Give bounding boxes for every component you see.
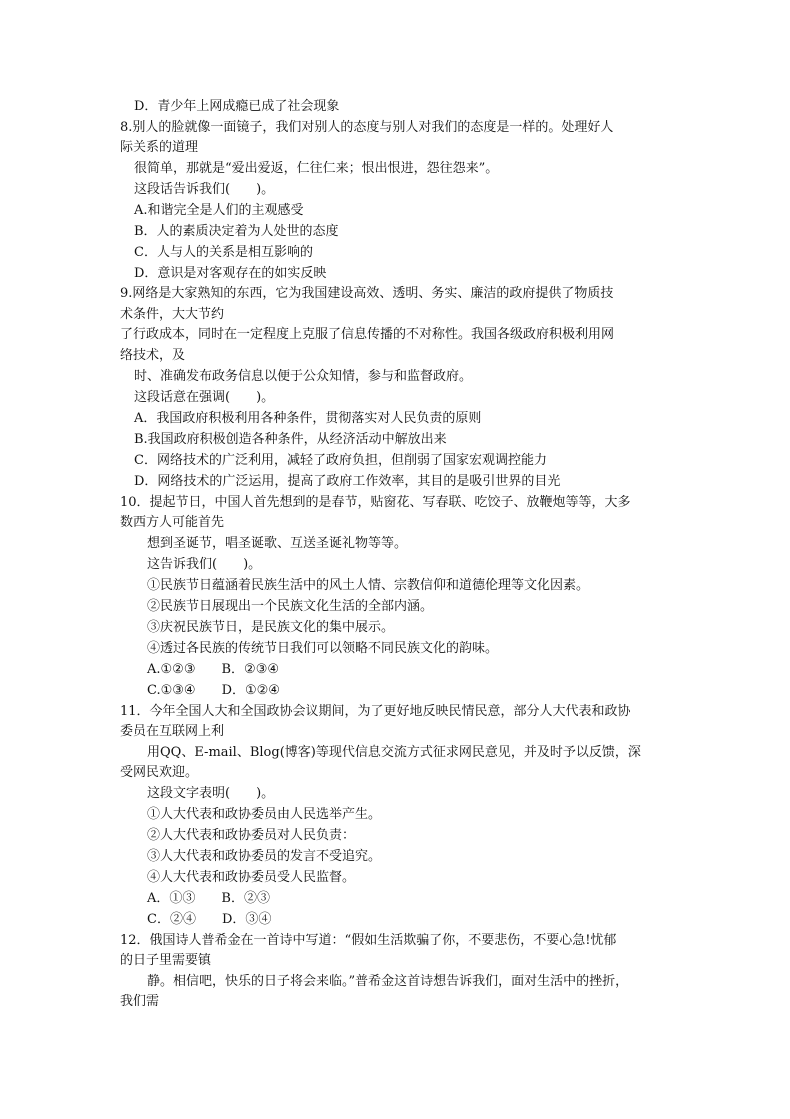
q11-stem-line-1: 11．今年全国人大和全国政协会议期间，为了更好地反映民情民意，部分人大代表和政协	[120, 704, 631, 719]
q10-options-ab: A.①②③ B．②③④	[147, 662, 279, 677]
q9-stem-line-3: 了行政成本，同时在一定程度上克服了信息传播的不对称性。我国各级政府积极利用网	[120, 327, 615, 342]
q7-option-d: D．青少年上网成瘾已成了社会现象	[134, 99, 340, 114]
q8-option-b: B．人的素质决定着为人处世的态度	[134, 224, 339, 239]
q11-stem-line-2: 委员在互联网上利	[120, 724, 225, 739]
q10-stem-line-3: 想到圣诞节，唱圣诞歌、互送圣诞礼物等等。	[147, 536, 408, 551]
q9-option-a: A．我国政府积极利用各种条件，贯彻落实对人民负责的原则	[134, 411, 482, 426]
q10-statement-1: ①民族节日蕴涵着民族生活中的风土人情、宗教信仰和道德伦理等文化因素。	[147, 578, 590, 593]
q8-option-d: D．意识是对客观存在的如实反映	[134, 266, 327, 281]
q8-stem-line-2: 际关系的道理	[120, 140, 199, 155]
q12-stem-line-3: 静。相信吧，快乐的日子将会来临。”普希金这首诗想告诉我们，面对生活中的挫折，	[147, 974, 629, 989]
q11-stem-line-3: 用QQ、E-mail、Blog(博客)等现代信息交流方式征求网民意见，并及时予以反馈，深	[147, 745, 641, 760]
q10-stem-line-1: 10．提起节日，中国人首先想到的是春节，贴窗花、写春联、吃饺子、放鞭炮等等，大多	[120, 495, 631, 510]
q8-prompt: 这段话告诉我们( )。	[134, 182, 275, 197]
q9-option-c: C．网络技术的广泛利用，减轻了政府负担，但削弱了国家宏观调控能力	[134, 453, 547, 468]
q11-statement-1: ①人大代表和政协委员由人民选举产生。	[147, 807, 382, 822]
q9-stem-line-2: 术条件，大大节约	[120, 307, 225, 322]
q9-stem-line-4: 络技术，及	[120, 348, 186, 363]
q10-prompt: 这告诉我们( )。	[147, 557, 262, 572]
q12-stem-line-1: 12．俄国诗人普希金在一首诗中写道：“假如生活欺骗了你，不要悲伤，不要心急!忧郁	[120, 933, 617, 948]
q8-stem-line-1: 8.别人的脸就像一面镜子，我们对别人的态度与别人对我们的态度是一样的。处理好人	[120, 120, 614, 135]
q11-stem-line-4: 受网民欢迎。	[120, 765, 199, 780]
q9-stem-line-5: 时、准确发布政务信息以便于公众知情，参与和监督政府。	[134, 369, 473, 384]
q9-option-d: D．网络技术的广泛运用，提高了政府工作效率，其目的是吸引世界的目光	[134, 474, 561, 489]
q11-options-cd: C．②④ D．③④	[147, 912, 272, 927]
q11-statement-4: ④人大代表和政协委员受人民监督。	[147, 870, 356, 885]
q10-statement-3: ③庆祝民族节日，是民族文化的集中展示。	[147, 620, 395, 635]
q9-stem-line-1: 9.网络是大家熟知的东西，它为我国建设高效、透明、务实、廉洁的政府提供了物质技	[120, 286, 614, 301]
q9-option-b: B.我国政府积极创造各种条件，从经济活动中解放出来	[134, 432, 447, 447]
q12-stem-line-4: 我们需	[120, 994, 160, 1009]
q11-statement-3: ③人大代表和政协委员的发言不受追究。	[147, 849, 382, 864]
q9-prompt: 这段话意在强调( )。	[134, 390, 275, 405]
q11-options-ab: A．①③ B．②③	[147, 891, 270, 906]
q8-option-a: A.和谐完全是人们的主观感受	[134, 203, 304, 218]
q10-options-cd: C.①③④ D．①②④	[147, 683, 280, 698]
q11-statement-2: ②人大代表和政协委员对人民负责：	[147, 828, 356, 843]
q12-stem-line-2: 的日子里需要镇	[120, 953, 212, 968]
q10-statement-4: ④透过各民族的传统节日我们可以领略不同民族文化的韵味。	[147, 641, 499, 656]
q11-prompt: 这段文字表明( )。	[147, 786, 275, 801]
q8-stem-line-3: 很简单，那就是“爱出爱返，仁往仁来；恨出恨进，怨往怨来”。	[134, 161, 499, 176]
q8-option-c: C．人与人的关系是相互影响的	[134, 245, 313, 260]
q10-stem-line-2: 数西方人可能首先	[120, 515, 225, 530]
q10-statement-2: ②民族节日展现出一个民族文化生活的全部内涵。	[147, 599, 434, 614]
